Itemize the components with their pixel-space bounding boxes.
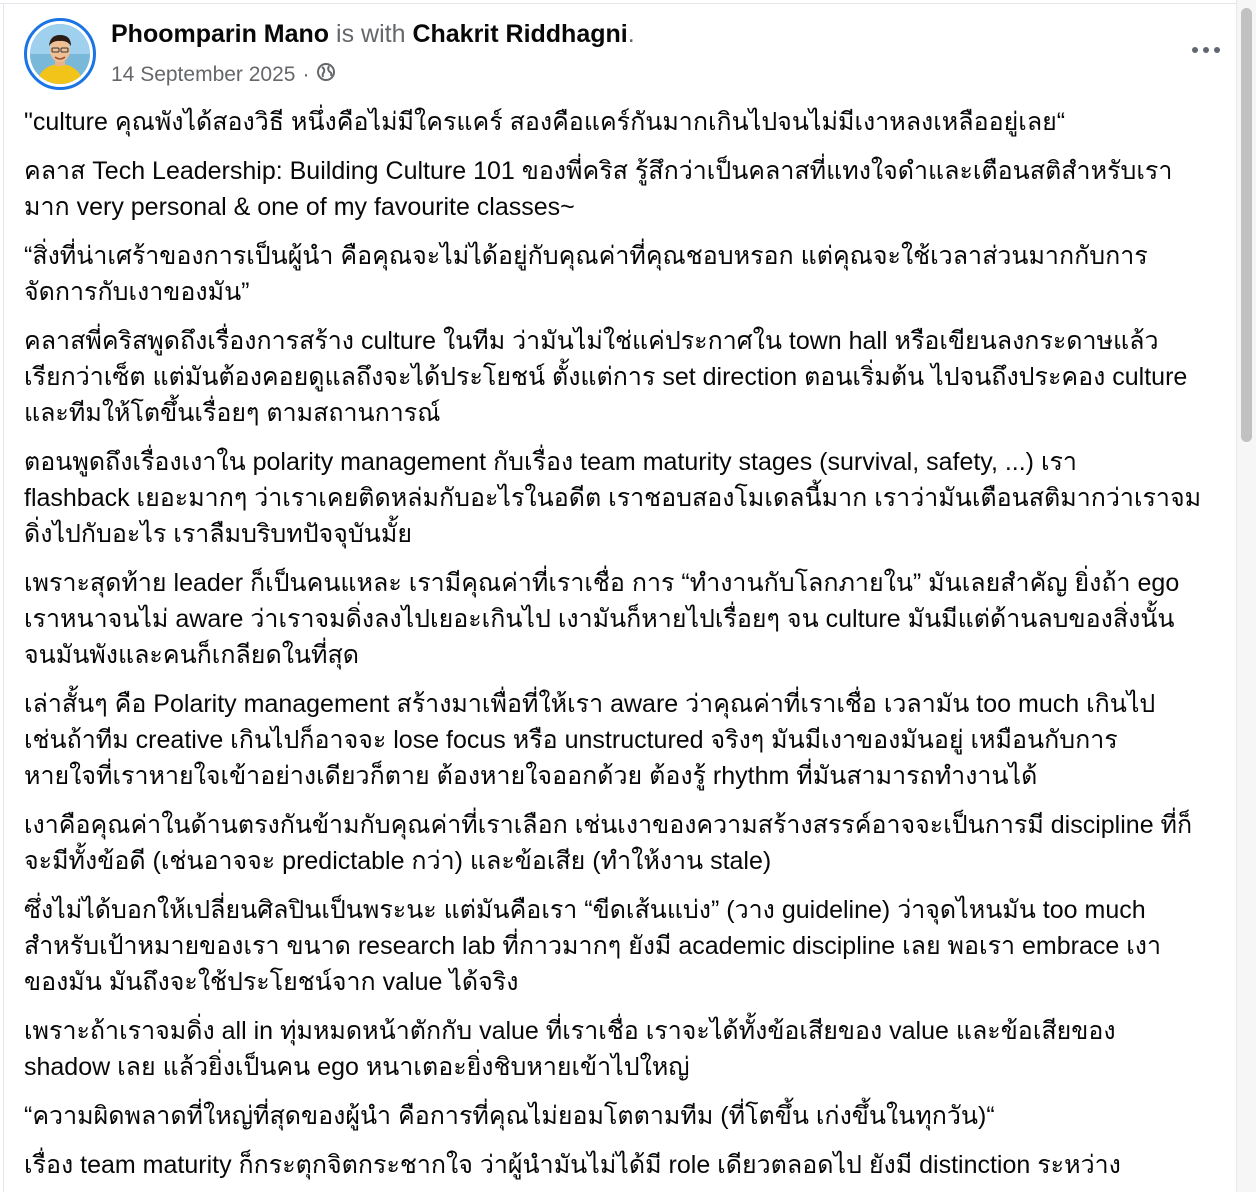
post-paragraph: เพราะถ้าเราจมดิ่ง all in ทุ่มหมดหน้าตักกับ value ที่เราเชื่อ เราจะได้ทั้งข้อเสียของ value และข้อเสียของ shadow เลย แล้วยิ่งเป็นคน ego หนาเตอะยิ่งชิบหายเข้าไปใหญ่ [24, 1017, 1116, 1081]
more-options-button[interactable] [1182, 30, 1230, 70]
post-body [24, 104, 1242, 1196]
post-header [24, 18, 1234, 92]
top-border [0, 3, 1236, 4]
left-border [3, 3, 4, 1192]
meta-separator: · [302, 63, 310, 86]
post-paragraph: คลาสพี่คริสพูดถึงเรื่องการสร้าง culture ในทีม ว่ามันไม่ใช่แค่ประกาศใน town hall หรือเขียนลงกระดาษแล้ว เรียกว่าเซ็ต แต่มันต้องคอยดูแลถึงจะได้ประโยชน์ ตั้งแต่การ set direction ตอนเริ่มต้น ไปจนถึงประคอง culture และทีมให้โตขึ้นเรื่อยๆ ตามสถานการณ์ [24, 327, 1188, 427]
globe-icon [316, 62, 336, 88]
tagged-suffix: . [627, 20, 635, 48]
vertical-scrollbar[interactable] [1236, 0, 1256, 1192]
author-line [111, 20, 635, 49]
post-paragraph: "culture คุณพังได้สองวิธี หนึ่งคือไม่มีใครแคร์ สองคือแคร์กันมากเกินไปจนไม่มีเงาหลงเหลืออยู่เลย“ [24, 108, 1066, 136]
author-name[interactable]: Phoomparin Mano [111, 20, 330, 48]
post-paragraph: “สิ่งที่น่าเศร้าของการเป็นผู้นำ คือคุณจะไม่ได้อยู่กับคุณค่าที่คุณชอบหรอก แต่คุณจะใช้เวลาส่วนมากกับการ จัดการกับเงาของมัน” [24, 242, 1148, 306]
post-paragraph: เล่าสั้นๆ คือ Polarity management สร้างมาเพื่อที่ให้เรา aware ว่าคุณค่าที่เราเชื่อ เวลามัน too much เกินไป เช่นถ้าทีม creative เกินไปก็อาจจะ lose focus หรือ unstructured จริงๆ มันมีเงาของมันอยู่ เหมือนกับการ หายใจที่เราหายใจเข้าอย่างเดียวก็ตาย ต้องหายใจออกด้วย ต้องรู้ rhythm ที่มันสามารถทำงานได้ [24, 690, 1156, 790]
avatar-photo [30, 24, 90, 84]
with-text: is with [336, 20, 406, 48]
post-meta [111, 62, 336, 88]
more-horizontal-icon [1192, 47, 1220, 53]
post-paragraph: เพราะสุดท้าย leader ก็เป็นคนแหละ เรามีคุณค่าที่เราเชื่อ การ “ทำงานกับโลกภายใน” มันเลยสำคัญ ยิ่งถ้า ego เราหนาจนไม่ aware ว่าเราจมดิ่งลงไปเยอะเกินไป เงามันก็หายไปเรื่อยๆ จน culture มันมีแต่ด้านลบของสิ่งนั้น จนมันพังและคนก็เกลียดในที่สุด [24, 569, 1180, 669]
author-avatar[interactable] [24, 18, 96, 90]
post-paragraph: เงาคือคุณค่าในด้านตรงกันข้ามกับคุณค่าที่เราเลือก เช่นเงาของความสร้างสรรค์อาจจะเป็นการมี discipline ที่ก็ จะมีทั้งข้อดี (เช่นอาจจะ predictable กว่า) และข้อเสีย (ทำให้งาน stale) [24, 811, 1193, 875]
post-paragraph: ซึ่งไม่ได้บอกให้เปลี่ยนศิลปินเป็นพระนะ แต่มันคือเรา “ขีดเส้นแบ่ง” (วาง guideline) ว่าจุดไหนมัน too much สำหรับเป้าหมายของเรา ขนาด research lab ที่กาวมากๆ ยังมี academic discipline เลย พอเรา embrace เงา ของมัน มันถึงจะใช้ประโยชน์จาก value ได้จริง [24, 896, 1161, 996]
post-paragraph: เรื่อง team maturity ก็กระตุกจิตกระชากใจ ว่าผู้นำมันไม่ได้มี role เดียวตลอดไป ยังมี distinction ระหว่าง [24, 1151, 1121, 1179]
post-paragraph: ตอนพูดถึงเรื่องเงาใน polarity management กับเรื่อง team maturity stages (survival, safety, ...) เรา flashback เยอะมากๆ ว่าเราเคยติดหล่มกับอะไรในอดีต เราชอบสองโมเดลนี้มาก เราว่ามันเตือนสติมากว่าเราจม ดิ่งไปกับอะไร เราลืมบริบทปัจจุบันมั้ย [24, 448, 1202, 548]
tagged-name[interactable]: Chakrit Riddhagni [412, 20, 628, 48]
post-paragraph: “ความผิดพลาดที่ใหญ่ที่สุดของผู้นำ คือการที่คุณไม่ยอมโตตามทีม (ที่โตขึ้น เก่งขึ้นในทุกวัน)“ [24, 1102, 995, 1130]
post-date[interactable]: 14 September 2025 [111, 63, 296, 86]
post-paragraph: คลาส Tech Leadership: Building Culture 101 ของพี่คริส รู้สึกว่าเป็นคลาสที่แทงใจดำและเตือนสติสำหรับเรา มาก very personal & one of my favourite classes~ [24, 157, 1173, 221]
scrollbar-thumb[interactable] [1241, 8, 1252, 442]
